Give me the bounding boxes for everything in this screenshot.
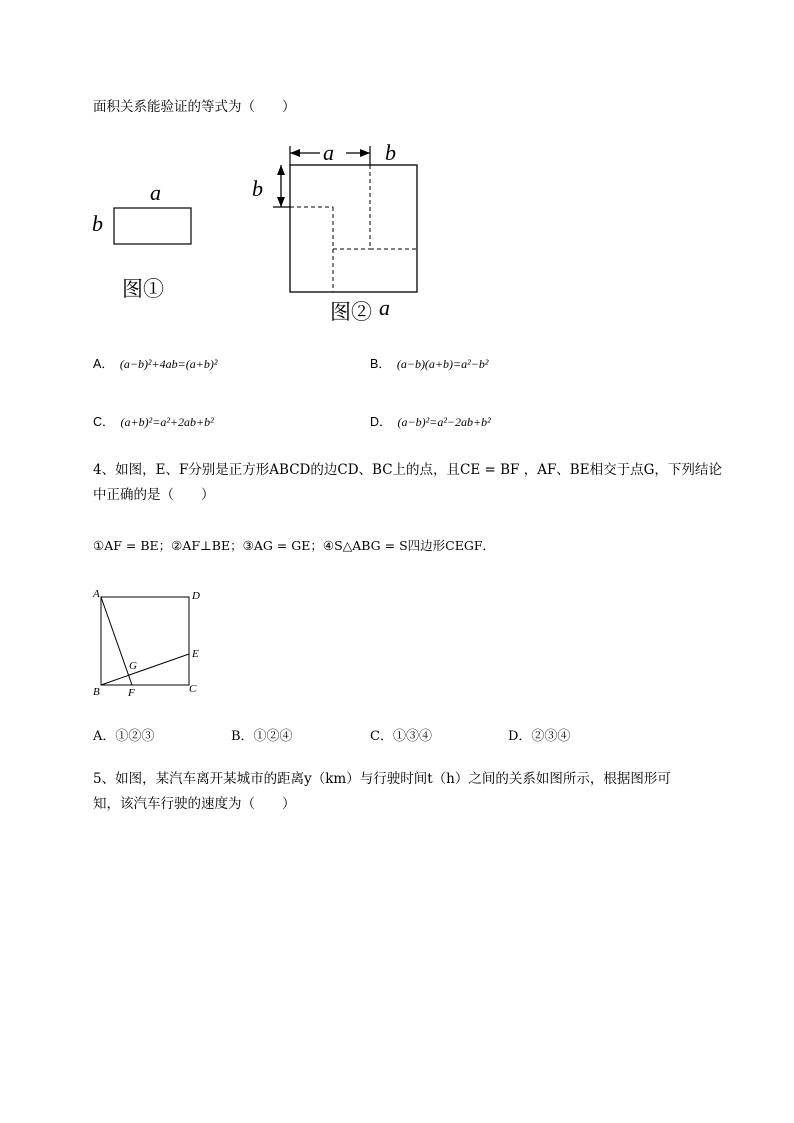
q4-option-d: D．②③④ (508, 729, 571, 744)
label-a: A (93, 588, 100, 600)
option-formula: (a+b)²=a²+2ab+b² (120, 415, 214, 429)
q5-stem-line2: 知，该汽车行驶的速度为（ ） (93, 796, 296, 812)
fig2-label-b-left: b (252, 176, 263, 201)
q4-figure (88, 584, 208, 702)
q5-stem-line1: 5、如图，某汽车离开某城市的距离y（km）与行驶时间t（h）之间的关系如图所示，根据图形可 (93, 771, 671, 787)
q3-option-b (370, 354, 488, 372)
option-formula: (a−b)²=a²−2ab+b² (397, 415, 491, 429)
q4-option-a: A．①②③ (93, 729, 155, 744)
option-formula: (a−b)(a+b)=a²−b² (396, 357, 489, 371)
fig2-dashed-lines (290, 165, 417, 292)
fig2-arrowhead-left (290, 149, 300, 157)
option-label: D． (370, 415, 392, 429)
option-formula: (a−b)²+4ab=(a+b)² (119, 357, 218, 371)
q3-option-c (93, 412, 214, 430)
fig2-label-b-top: b (385, 140, 396, 165)
label-d: D (192, 590, 200, 602)
label-b: B (93, 686, 100, 698)
fig1-rect (114, 208, 191, 244)
q4-statements: ①AF = BE；②AF⊥BE；③AG = GE；④S△ABG = S四边形CEGF． (93, 538, 496, 553)
fig2-caption: 图② (330, 300, 372, 324)
label-c: C (189, 683, 197, 695)
q4-stem-line1: 4、如图，E、F分别是正方形ABCD的边CD、BC上的点，且CE = BF ，AF、BE相交于点G，下列结论 (93, 462, 722, 478)
label-g: G (129, 660, 137, 672)
figure-1 (86, 178, 206, 308)
fig2-arrowhead-up (277, 165, 285, 175)
figure-2 (248, 138, 438, 328)
fig2-arrowhead-down (277, 197, 285, 207)
q4-option-c: C．①③④ (370, 729, 432, 744)
label-f: F (128, 687, 135, 699)
label-e: E (192, 648, 199, 660)
q3-option-d (370, 412, 491, 430)
fig1-label-a: a (150, 180, 161, 205)
option-label: C． (93, 415, 115, 429)
fig2-arrowhead-right (360, 149, 370, 157)
q4-option-b: B．①②④ (231, 729, 293, 744)
segment-af (101, 597, 132, 685)
q3-option-a (93, 354, 217, 372)
option-label: A． (93, 357, 114, 371)
fig1-caption: 图① (122, 277, 164, 301)
option-label: B． (370, 357, 391, 371)
q4-stem-line2: 中正确的是（ ） (93, 487, 215, 503)
fig2-label-a-top: a (323, 140, 334, 165)
segment-be (101, 654, 189, 685)
fig1-label-b: b (92, 211, 103, 236)
fig2-outer-square (290, 165, 417, 292)
square-abcd (101, 597, 189, 685)
fig2-label-a-bottom: a (379, 295, 390, 320)
q3-stem: 面积关系能验证的等式为（ ） (93, 99, 296, 115)
